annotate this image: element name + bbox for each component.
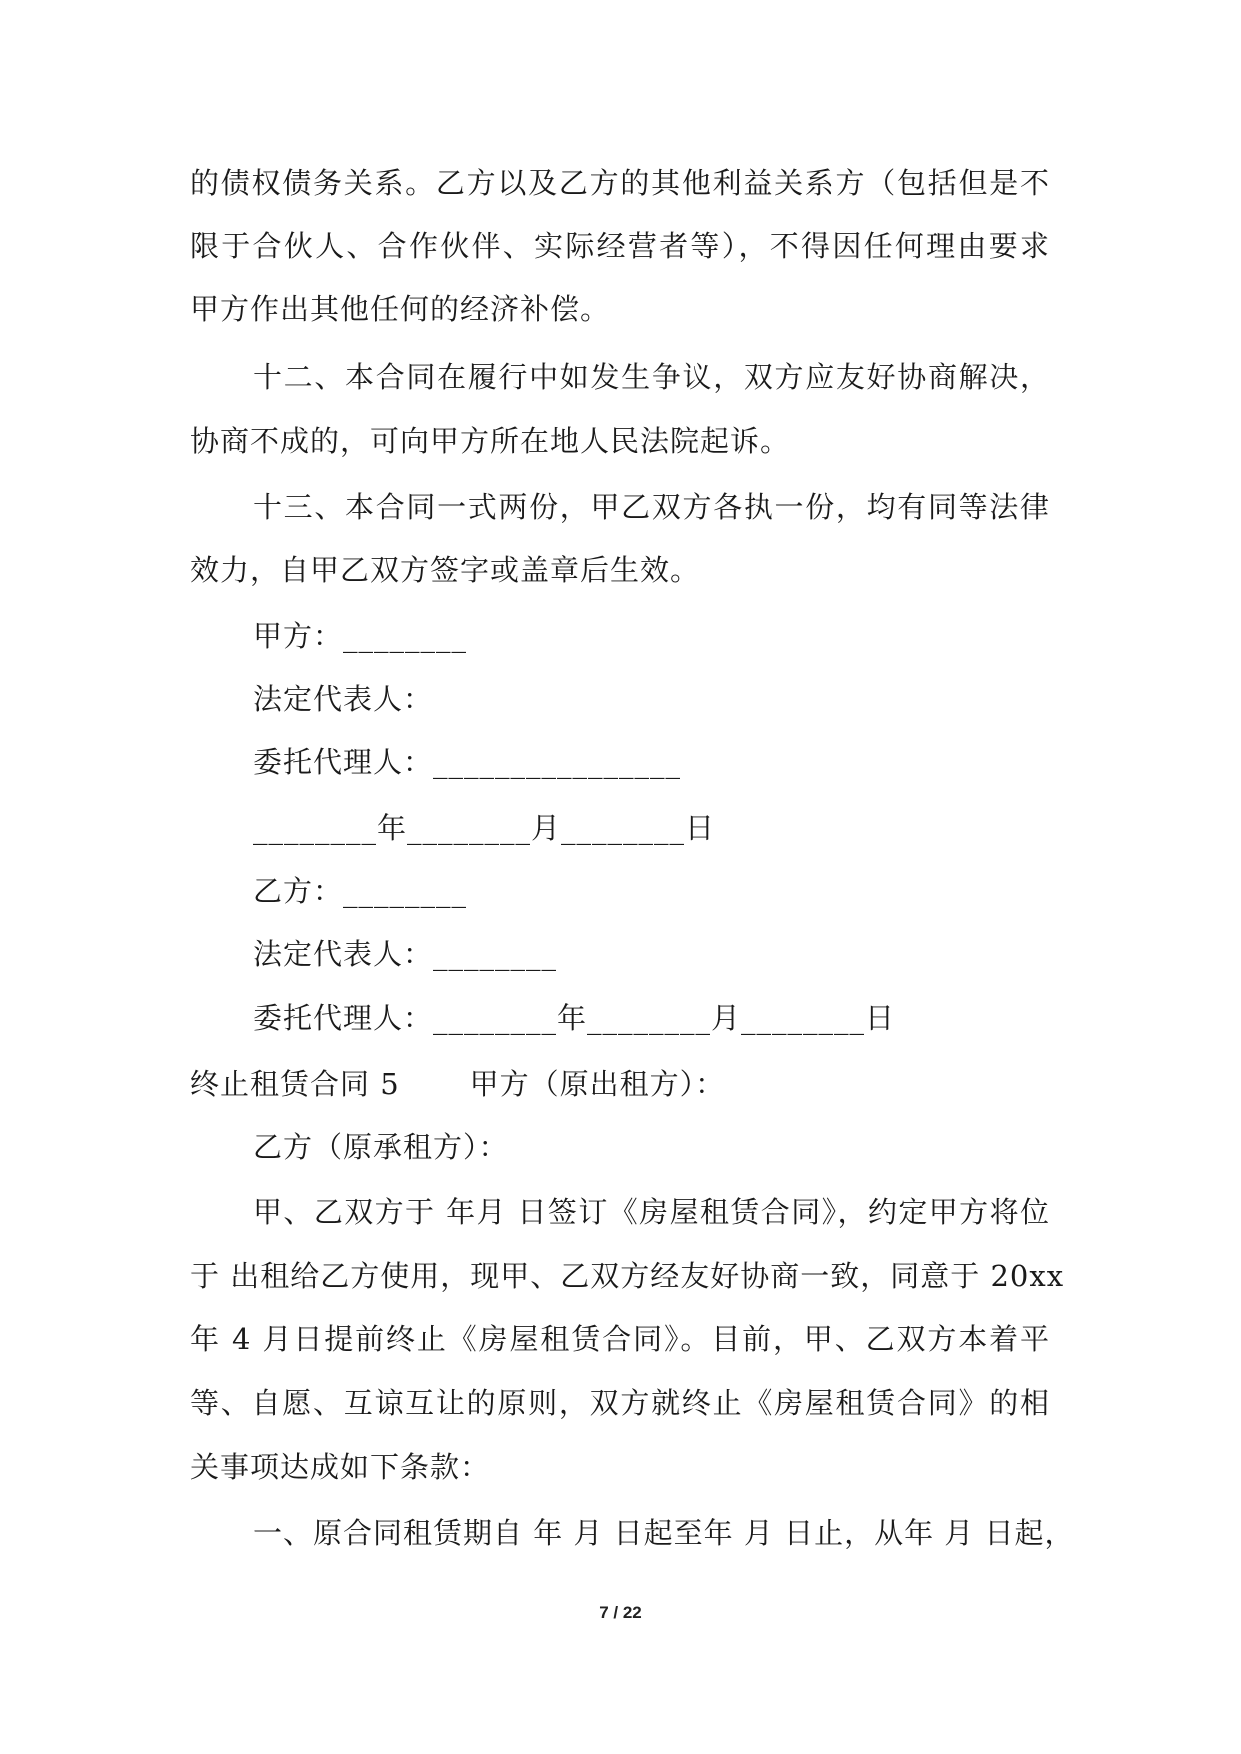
party-a-agent: 委托代理人：________________	[253, 745, 682, 779]
clause-12-line: 十二、本合同在履行中如发生争议，双方应友好协商解决，	[253, 360, 1050, 394]
clause-13-line: 十三、本合同一式两份，甲乙双方各执一份，均有同等法律	[253, 490, 1050, 524]
intro-line: 于 出租给乙方使用，现甲、乙双方经友好协商一致，同意于 20xx	[190, 1259, 1065, 1293]
paragraph-line: 限于合伙人、合作伙伴、实际经营者等），不得因任何理由要求	[190, 229, 1050, 263]
intro-line: 关事项达成如下条款：	[190, 1450, 491, 1484]
lessor-label: 甲方（原出租方）：	[469, 1067, 726, 1101]
party-a-legal-rep: 法定代表人：	[253, 682, 434, 716]
party-a-signature: 甲方：________	[253, 619, 468, 653]
party-b-agent-date: 委托代理人：________年________月________日	[253, 1001, 896, 1035]
intro-line: 等、自愿、互谅互让的原则，双方就终止《房屋租赁合同》的相	[190, 1386, 1050, 1420]
contract-heading-line	[190, 1067, 725, 1101]
intro-line: 甲、乙双方于 年月 日签订《房屋租赁合同》，约定甲方将位	[253, 1195, 1050, 1229]
clause-13-line: 效力，自甲乙双方签字或盖章后生效。	[190, 553, 701, 587]
party-a-date: ________年________月________日	[253, 811, 716, 845]
party-b-legal-rep: 法定代表人：________	[253, 937, 558, 971]
paragraph-line: 甲方作出其他任何的经济补偿。	[190, 292, 611, 326]
contract-title: 终止租赁合同 5	[190, 1067, 400, 1101]
lessee-label: 乙方（原承租方）：	[253, 1130, 509, 1164]
clause-12-line: 协商不成的，可向甲方所在地人民法院起诉。	[190, 424, 791, 458]
party-b-signature: 乙方：________	[253, 874, 468, 908]
paragraph-line: 的债权债务关系。乙方以及乙方的其他利益关系方（包括但是不	[190, 166, 1050, 200]
intro-line: 年 4 月日提前终止《房屋租赁合同》。目前，甲、乙双方本着平	[190, 1322, 1050, 1356]
page-number: 7 / 22	[599, 1603, 642, 1622]
clause-1-line: 一、原合同租赁期自 年 月 日起至年 月 日止，从年 月 日起，	[253, 1516, 1075, 1550]
